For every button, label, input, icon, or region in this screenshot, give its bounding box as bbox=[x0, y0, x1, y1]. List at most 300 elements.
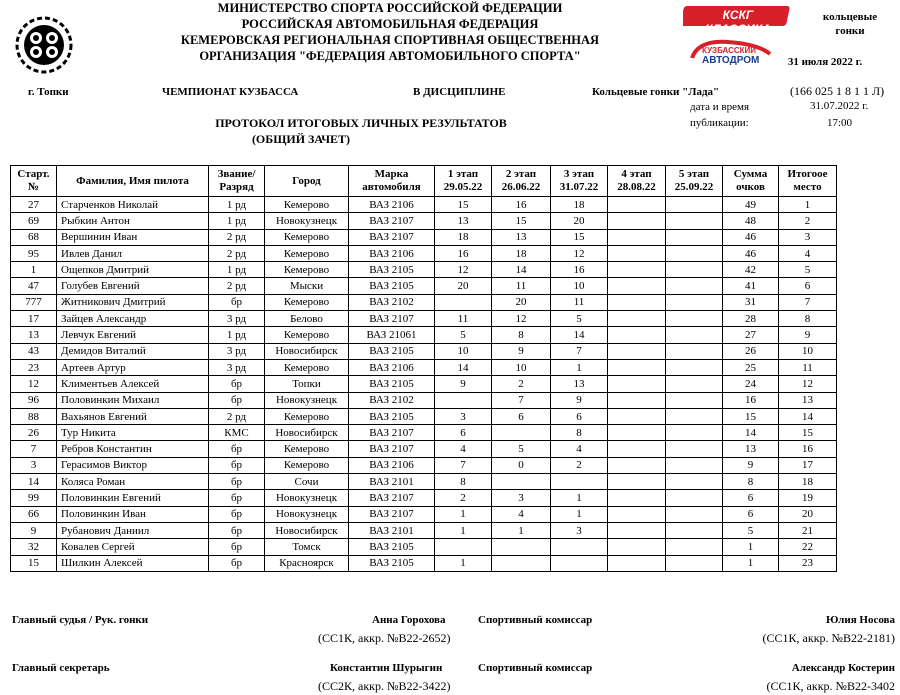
cell-stage-2 bbox=[492, 555, 551, 571]
cell-rank: 1 рд bbox=[209, 262, 265, 278]
cell-stage-3: 7 bbox=[551, 343, 608, 359]
cell-points-sum: 15 bbox=[723, 408, 779, 424]
cell-pilot-name: Вершинин Иван bbox=[57, 229, 209, 245]
cell-stage-5 bbox=[666, 278, 723, 294]
cell-pilot-name: Демидов Виталий bbox=[57, 343, 209, 359]
cell-stage-2: 5 bbox=[492, 441, 551, 457]
document-subtitle: (ОБЩИЙ ЗАЧЕТ) bbox=[251, 132, 351, 146]
cell-rank: 3 рд bbox=[209, 343, 265, 359]
cell-stage-2: 4 bbox=[492, 506, 551, 522]
cell-start-number: 95 bbox=[11, 245, 57, 261]
table-row bbox=[11, 343, 837, 359]
cell-rank: бр bbox=[209, 490, 265, 506]
cell-stage-2: 0 bbox=[492, 457, 551, 473]
cell-car: ВАЗ 2105 bbox=[349, 278, 435, 294]
table-row bbox=[11, 490, 837, 506]
cell-rank: бр bbox=[209, 441, 265, 457]
cell-stage-1: 1 bbox=[435, 506, 492, 522]
cell-pilot-name: Тур Никита bbox=[57, 425, 209, 441]
cell-points-sum: 13 bbox=[723, 441, 779, 457]
cell-start-number: 23 bbox=[11, 359, 57, 375]
cell-city: Кемерово bbox=[265, 229, 349, 245]
cell-stage-5 bbox=[666, 229, 723, 245]
kuz-logo-line2: АВТОДРОМ bbox=[702, 55, 760, 66]
cell-pilot-name: Коляса Роман bbox=[57, 474, 209, 490]
cell-car: ВАЗ 2107 bbox=[349, 441, 435, 457]
cell-stage-5 bbox=[666, 376, 723, 392]
cell-final-place: 5 bbox=[779, 262, 837, 278]
cell-stage-5 bbox=[666, 392, 723, 408]
cell-final-place: 13 bbox=[779, 392, 837, 408]
cell-pilot-name: Рыбкин Антон bbox=[57, 213, 209, 229]
cell-stage-4 bbox=[608, 555, 666, 571]
cell-final-place: 20 bbox=[779, 506, 837, 522]
cell-rank: бр bbox=[209, 376, 265, 392]
championship-name: ЧЕМПИОНАТ КУЗБАССА bbox=[162, 86, 299, 98]
cell-stage-2: 1 bbox=[492, 522, 551, 538]
cell-points-sum: 27 bbox=[723, 327, 779, 343]
cell-rank: бр bbox=[209, 474, 265, 490]
cell-final-place: 21 bbox=[779, 522, 837, 538]
cell-points-sum: 14 bbox=[723, 425, 779, 441]
cell-stage-2: 11 bbox=[492, 278, 551, 294]
cell-points-sum: 42 bbox=[723, 262, 779, 278]
cell-stage-3: 11 bbox=[551, 294, 608, 310]
cell-car: ВАЗ 2105 bbox=[349, 408, 435, 424]
cell-final-place: 16 bbox=[779, 441, 837, 457]
header-stage-1: 1 этап 29.05.22 bbox=[435, 166, 492, 197]
table-row bbox=[11, 425, 837, 441]
kuz-logo-line1: КУЗБАССКИЙ bbox=[702, 46, 757, 55]
results-body bbox=[11, 197, 837, 572]
cell-points-sum: 16 bbox=[723, 392, 779, 408]
cell-start-number: 66 bbox=[11, 506, 57, 522]
cell-pilot-name: Климентьев Алексей bbox=[57, 376, 209, 392]
cell-start-number: 96 bbox=[11, 392, 57, 408]
cell-car: ВАЗ 2107 bbox=[349, 425, 435, 441]
org-line: РОССИЙСКАЯ АВТОМОБИЛЬНАЯ ФЕДЕРАЦИЯ bbox=[241, 17, 539, 31]
chief-judge-role: Главный судья / Рук. гонки bbox=[12, 614, 149, 626]
header-car: Марка автомобиля bbox=[349, 166, 435, 197]
table-row bbox=[11, 229, 837, 245]
cell-rank: 3 рд bbox=[209, 359, 265, 375]
cell-start-number: 15 bbox=[11, 555, 57, 571]
publication-date: 31.07.2022 г. bbox=[810, 100, 869, 112]
cell-points-sum: 41 bbox=[723, 278, 779, 294]
cell-stage-2: 8 bbox=[492, 327, 551, 343]
cell-stage-5 bbox=[666, 490, 723, 506]
cell-stage-5 bbox=[666, 425, 723, 441]
cell-start-number: 27 bbox=[11, 197, 57, 213]
cell-stage-5 bbox=[666, 311, 723, 327]
header-start-number: Старт. № bbox=[11, 166, 57, 197]
header-stage-2: 2 этап 26.06.22 bbox=[492, 166, 551, 197]
table-row bbox=[11, 294, 837, 310]
cell-rank: 1 рд bbox=[209, 327, 265, 343]
cell-stage-3: 15 bbox=[551, 229, 608, 245]
cell-city: Топки bbox=[265, 376, 349, 392]
cell-city: Новокузнецк bbox=[265, 490, 349, 506]
cell-final-place: 15 bbox=[779, 425, 837, 441]
cell-city: Кемерово bbox=[265, 457, 349, 473]
cell-stage-3: 1 bbox=[551, 506, 608, 522]
cell-final-place: 18 bbox=[779, 474, 837, 490]
cell-car: ВАЗ 2107 bbox=[349, 311, 435, 327]
ksk-logo-text: КСКГ «КЛАССИКА» bbox=[698, 8, 778, 36]
cell-start-number: 3 bbox=[11, 457, 57, 473]
cell-pilot-name: Рубанович Даниил bbox=[57, 522, 209, 538]
cell-stage-3: 6 bbox=[551, 408, 608, 424]
table-row bbox=[11, 262, 837, 278]
cell-stage-2: 2 bbox=[492, 376, 551, 392]
publication-time: 17:00 bbox=[827, 117, 853, 129]
cell-points-sum: 24 bbox=[723, 376, 779, 392]
cell-stage-4 bbox=[608, 197, 666, 213]
results-table bbox=[10, 165, 837, 572]
cell-stage-5 bbox=[666, 474, 723, 490]
cell-stage-2: 16 bbox=[492, 197, 551, 213]
cell-stage-5 bbox=[666, 262, 723, 278]
cell-final-place: 9 bbox=[779, 327, 837, 343]
cell-stage-3: 1 bbox=[551, 359, 608, 375]
cell-car: ВАЗ 2106 bbox=[349, 197, 435, 213]
cell-stage-4 bbox=[608, 392, 666, 408]
cell-stage-3: 4 bbox=[551, 441, 608, 457]
cell-pilot-name: Половинкин Евгений bbox=[57, 490, 209, 506]
cell-start-number: 47 bbox=[11, 278, 57, 294]
cell-stage-3: 16 bbox=[551, 262, 608, 278]
commissar-label-1: Спортивный комиссар bbox=[478, 614, 593, 626]
cell-points-sum: 26 bbox=[723, 343, 779, 359]
cell-pilot-name: Ивлев Данил bbox=[57, 245, 209, 261]
cell-stage-2: 12 bbox=[492, 311, 551, 327]
cell-car: ВАЗ 2101 bbox=[349, 522, 435, 538]
cell-stage-5 bbox=[666, 327, 723, 343]
cell-rank: КМС bbox=[209, 425, 265, 441]
table-row bbox=[11, 213, 837, 229]
cell-city: Кемерово bbox=[265, 294, 349, 310]
cell-stage-1: 8 bbox=[435, 474, 492, 490]
cell-city: Кемерово bbox=[265, 262, 349, 278]
table-row bbox=[11, 359, 837, 375]
discipline-badge bbox=[810, 10, 890, 38]
cell-pilot-name: Житникович Дмитрий bbox=[57, 294, 209, 310]
cell-rank: 2 рд bbox=[209, 229, 265, 245]
cell-stage-1: 14 bbox=[435, 359, 492, 375]
chief-judge-cert: (СС1К, аккр. №В22-2652) bbox=[318, 631, 451, 645]
cell-stage-3: 14 bbox=[551, 327, 608, 343]
cell-car: ВАЗ 2105 bbox=[349, 539, 435, 555]
cell-points-sum: 46 bbox=[723, 245, 779, 261]
cell-pilot-name: Половинкин Михаил bbox=[57, 392, 209, 408]
header-points-sum: Сумма очков bbox=[723, 166, 779, 197]
document-title: ПРОТОКОЛ ИТОГОВЫХ ЛИЧНЫХ РЕЗУЛЬТАТОВ bbox=[215, 116, 507, 130]
cell-start-number: 99 bbox=[11, 490, 57, 506]
cell-car: ВАЗ 2102 bbox=[349, 294, 435, 310]
cell-stage-4 bbox=[608, 213, 666, 229]
secretary-role: Главный секретарь bbox=[12, 662, 110, 674]
secretary-name: Константин Шурыгин bbox=[330, 662, 443, 674]
cell-stage-1: 7 bbox=[435, 457, 492, 473]
cell-stage-1: 6 bbox=[435, 425, 492, 441]
federation-logo bbox=[14, 14, 74, 76]
cell-stage-1: 11 bbox=[435, 311, 492, 327]
cell-pilot-name: Вахьянов Евгений bbox=[57, 408, 209, 424]
cell-points-sum: 1 bbox=[723, 555, 779, 571]
cell-points-sum: 9 bbox=[723, 457, 779, 473]
cell-car: ВАЗ 2105 bbox=[349, 376, 435, 392]
cell-stage-1: 16 bbox=[435, 245, 492, 261]
cell-stage-3 bbox=[551, 539, 608, 555]
cell-final-place: 17 bbox=[779, 457, 837, 473]
cell-final-place: 6 bbox=[779, 278, 837, 294]
ring-line1: кольцевые bbox=[822, 11, 878, 23]
cell-stage-1: 12 bbox=[435, 262, 492, 278]
cell-start-number: 32 bbox=[11, 539, 57, 555]
cell-city: Мыски bbox=[265, 278, 349, 294]
cell-stage-1: 5 bbox=[435, 327, 492, 343]
cell-final-place: 22 bbox=[779, 539, 837, 555]
cell-stage-4 bbox=[608, 539, 666, 555]
org-line: ОРГАНИЗАЦИЯ "ФЕДЕРАЦИЯ АВТОМОБИЛЬНОГО СПОРТА" bbox=[199, 49, 581, 63]
cell-car: ВАЗ 2107 bbox=[349, 490, 435, 506]
cell-points-sum: 6 bbox=[723, 490, 779, 506]
cell-stage-2: 15 bbox=[492, 213, 551, 229]
cell-stage-1: 10 bbox=[435, 343, 492, 359]
cell-stage-5 bbox=[666, 441, 723, 457]
cell-stage-5 bbox=[666, 408, 723, 424]
cell-stage-4 bbox=[608, 441, 666, 457]
cell-points-sum: 28 bbox=[723, 311, 779, 327]
cell-stage-3: 13 bbox=[551, 376, 608, 392]
cell-start-number: 68 bbox=[11, 229, 57, 245]
cell-stage-5 bbox=[666, 555, 723, 571]
header-city: Город bbox=[265, 166, 349, 197]
cell-stage-5 bbox=[666, 506, 723, 522]
event-code: (166 025 1 8 1 1 Л) bbox=[790, 84, 885, 98]
event-city: г. Топки bbox=[28, 86, 69, 98]
cell-pilot-name: Ковалев Сергей bbox=[57, 539, 209, 555]
publication-label-1: дата и время bbox=[690, 101, 750, 113]
publication-label-2: публикации: bbox=[690, 117, 749, 129]
cell-city: Кемерово bbox=[265, 245, 349, 261]
header-stage-3: 3 этап 31.07.22 bbox=[551, 166, 608, 197]
cell-stage-2: 13 bbox=[492, 229, 551, 245]
cell-stage-4 bbox=[608, 490, 666, 506]
cell-stage-3: 9 bbox=[551, 392, 608, 408]
cell-city: Новокузнецк bbox=[265, 506, 349, 522]
cell-stage-4 bbox=[608, 294, 666, 310]
cell-rank: 2 рд bbox=[209, 245, 265, 261]
cell-final-place: 1 bbox=[779, 197, 837, 213]
commissar-label-2: Спортивный комиссар bbox=[478, 662, 593, 674]
cell-stage-4 bbox=[608, 311, 666, 327]
cell-stage-3: 1 bbox=[551, 490, 608, 506]
cell-final-place: 14 bbox=[779, 408, 837, 424]
table-row bbox=[11, 522, 837, 538]
cell-stage-4 bbox=[608, 425, 666, 441]
cell-stage-4 bbox=[608, 506, 666, 522]
cell-car: ВАЗ 2107 bbox=[349, 506, 435, 522]
commissar-1-cert: (СС1К, аккр. №В22-2181) bbox=[762, 631, 895, 645]
cell-stage-4 bbox=[608, 474, 666, 490]
cell-car: ВАЗ 2105 bbox=[349, 262, 435, 278]
cell-stage-1 bbox=[435, 392, 492, 408]
cell-stage-4 bbox=[608, 408, 666, 424]
cell-stage-4 bbox=[608, 522, 666, 538]
table-row bbox=[11, 376, 837, 392]
cell-stage-2: 18 bbox=[492, 245, 551, 261]
cell-car: ВАЗ 2105 bbox=[349, 555, 435, 571]
table-row bbox=[11, 474, 837, 490]
cell-start-number: 9 bbox=[11, 522, 57, 538]
cell-stage-1: 20 bbox=[435, 278, 492, 294]
header-pilot-name: Фамилия, Имя пилота bbox=[57, 166, 209, 197]
secretary-cert: (СС2К, аккр. №В22-3422) bbox=[318, 679, 451, 693]
cell-stage-2: 20 bbox=[492, 294, 551, 310]
cell-stage-5 bbox=[666, 522, 723, 538]
cell-points-sum: 5 bbox=[723, 522, 779, 538]
commissar-2-cert: (СС1К, аккр. №В22-3402 bbox=[766, 679, 895, 693]
ring-line2: гонки bbox=[835, 25, 865, 37]
cell-stage-2 bbox=[492, 539, 551, 555]
cell-car: ВАЗ 2106 bbox=[349, 457, 435, 473]
cell-stage-2 bbox=[492, 474, 551, 490]
cell-points-sum: 25 bbox=[723, 359, 779, 375]
cell-stage-5 bbox=[666, 457, 723, 473]
cell-stage-3: 8 bbox=[551, 425, 608, 441]
cell-city: Сочи bbox=[265, 474, 349, 490]
cell-final-place: 10 bbox=[779, 343, 837, 359]
cell-points-sum: 6 bbox=[723, 506, 779, 522]
cell-city: Красноярск bbox=[265, 555, 349, 571]
cell-stage-1: 3 bbox=[435, 408, 492, 424]
cell-stage-3: 20 bbox=[551, 213, 608, 229]
cell-city: Кемерово bbox=[265, 359, 349, 375]
cell-stage-1 bbox=[435, 539, 492, 555]
cell-car: ВАЗ 2107 bbox=[349, 213, 435, 229]
table-row bbox=[11, 278, 837, 294]
cell-start-number: 69 bbox=[11, 213, 57, 229]
cell-stage-4 bbox=[608, 262, 666, 278]
cell-stage-5 bbox=[666, 245, 723, 261]
cell-stage-2: 3 bbox=[492, 490, 551, 506]
cell-points-sum: 46 bbox=[723, 229, 779, 245]
cell-pilot-name: Ощепков Дмитрий bbox=[57, 262, 209, 278]
commissar-2-name: Александр Костерин bbox=[791, 662, 895, 674]
organization-header bbox=[120, 0, 660, 64]
cell-stage-2: 7 bbox=[492, 392, 551, 408]
discipline-label: В ДИСЦИПЛИНЕ bbox=[413, 86, 506, 98]
cell-pilot-name: Половинкин Иван bbox=[57, 506, 209, 522]
cell-rank: 3 рд bbox=[209, 311, 265, 327]
cell-car: ВАЗ 2102 bbox=[349, 392, 435, 408]
event-date: 31 июля 2022 г. bbox=[787, 56, 863, 68]
cell-stage-3 bbox=[551, 555, 608, 571]
cell-stage-3: 5 bbox=[551, 311, 608, 327]
cell-stage-3: 2 bbox=[551, 457, 608, 473]
cell-stage-3: 10 bbox=[551, 278, 608, 294]
header-rank: Звание/ Разряд bbox=[209, 166, 265, 197]
cell-rank: бр bbox=[209, 506, 265, 522]
cell-stage-5 bbox=[666, 197, 723, 213]
table-row bbox=[11, 311, 837, 327]
table-row bbox=[11, 555, 837, 571]
cell-final-place: 4 bbox=[779, 245, 837, 261]
cell-city: Новосибирск bbox=[265, 522, 349, 538]
cell-final-place: 8 bbox=[779, 311, 837, 327]
cell-pilot-name: Старченков Николай bbox=[57, 197, 209, 213]
cell-stage-3: 3 bbox=[551, 522, 608, 538]
cell-pilot-name: Голубев Евгений bbox=[57, 278, 209, 294]
cell-stage-3 bbox=[551, 474, 608, 490]
table-row bbox=[11, 539, 837, 555]
cell-points-sum: 48 bbox=[723, 213, 779, 229]
cell-rank: бр bbox=[209, 392, 265, 408]
table-row bbox=[11, 245, 837, 261]
table-row bbox=[11, 457, 837, 473]
cell-rank: бр bbox=[209, 294, 265, 310]
cell-stage-1: 15 bbox=[435, 197, 492, 213]
cell-start-number: 43 bbox=[11, 343, 57, 359]
cell-rank: бр bbox=[209, 522, 265, 538]
cell-pilot-name: Герасимов Виктор bbox=[57, 457, 209, 473]
cell-stage-5 bbox=[666, 294, 723, 310]
discipline-name: Кольцевые гонки "Лада" bbox=[592, 86, 720, 98]
cell-city: Новосибирск bbox=[265, 425, 349, 441]
cell-start-number: 1 bbox=[11, 262, 57, 278]
cell-city: Белово bbox=[265, 311, 349, 327]
cell-rank: 1 рд bbox=[209, 197, 265, 213]
cell-stage-2: 9 bbox=[492, 343, 551, 359]
org-line: МИНИСТЕРСТВО СПОРТА РОССИЙСКОЙ ФЕДЕРАЦИИ bbox=[217, 1, 563, 15]
cell-rank: 2 рд bbox=[209, 278, 265, 294]
cell-final-place: 7 bbox=[779, 294, 837, 310]
cell-final-place: 2 bbox=[779, 213, 837, 229]
cell-final-place: 19 bbox=[779, 490, 837, 506]
cell-start-number: 26 bbox=[11, 425, 57, 441]
header-stage-4: 4 этап 28.08.22 bbox=[608, 166, 666, 197]
cell-stage-4 bbox=[608, 245, 666, 261]
chief-judge-name: Анна Горохова bbox=[372, 614, 446, 626]
cell-stage-4 bbox=[608, 229, 666, 245]
cell-car: ВАЗ 2101 bbox=[349, 474, 435, 490]
cell-stage-5 bbox=[666, 359, 723, 375]
cell-stage-1: 9 bbox=[435, 376, 492, 392]
cell-final-place: 23 bbox=[779, 555, 837, 571]
cell-city: Новокузнецк bbox=[265, 213, 349, 229]
cell-stage-1: 18 bbox=[435, 229, 492, 245]
table-row bbox=[11, 441, 837, 457]
header-stage-5: 5 этап 25.09.22 bbox=[666, 166, 723, 197]
cell-rank: бр bbox=[209, 539, 265, 555]
cell-stage-2: 10 bbox=[492, 359, 551, 375]
cell-start-number: 88 bbox=[11, 408, 57, 424]
cell-pilot-name: Зайцев Александр bbox=[57, 311, 209, 327]
cell-stage-5 bbox=[666, 539, 723, 555]
cell-final-place: 12 bbox=[779, 376, 837, 392]
cell-city: Кемерово bbox=[265, 441, 349, 457]
cell-start-number: 7 bbox=[11, 441, 57, 457]
cell-start-number: 14 bbox=[11, 474, 57, 490]
cell-city: Кемерово bbox=[265, 327, 349, 343]
header-final-place: Итогооe место bbox=[779, 166, 837, 197]
table-row bbox=[11, 327, 837, 343]
cell-rank: бр bbox=[209, 555, 265, 571]
cell-stage-1: 1 bbox=[435, 522, 492, 538]
cell-city: Кемерово bbox=[265, 408, 349, 424]
cell-stage-5 bbox=[666, 343, 723, 359]
